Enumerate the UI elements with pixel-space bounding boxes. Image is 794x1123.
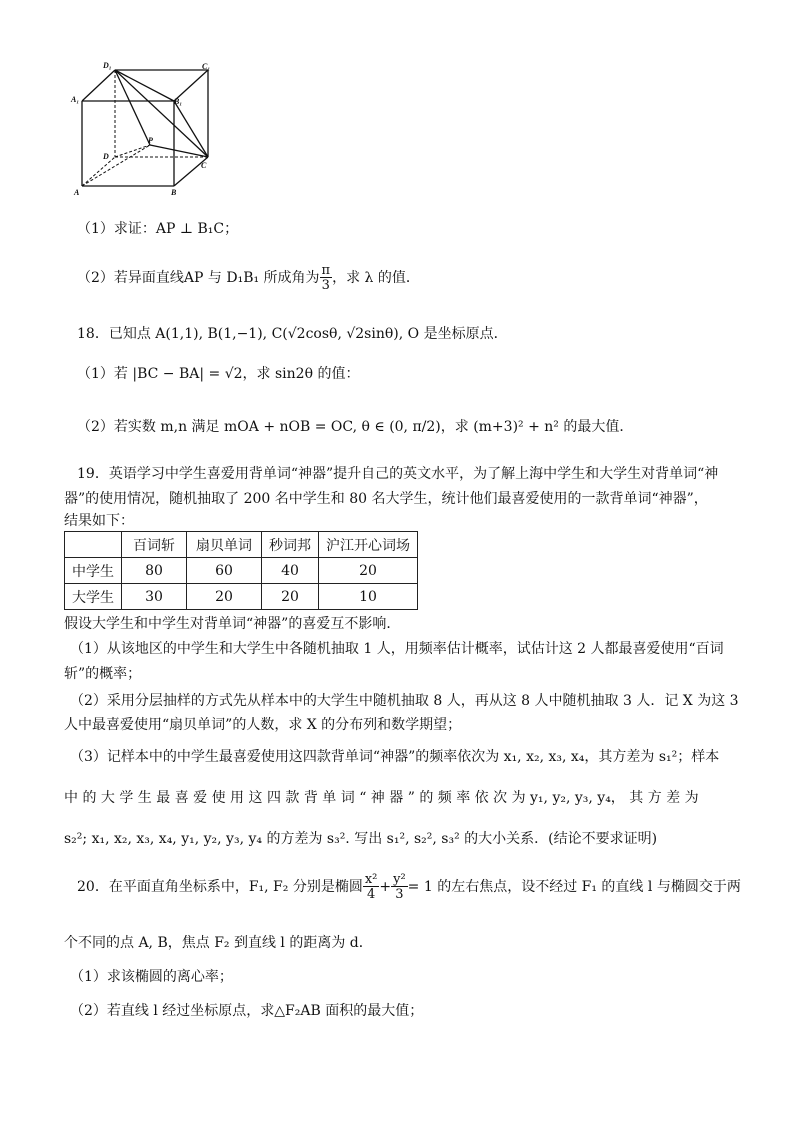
q20-line1-pre: 20．在平面直角坐标系中，F₁, F₂ 分别是椭圆 xyxy=(77,879,363,895)
q19-part1a: （1）从该地区的中学生和大学生中各随机抽取 1 人，用频率估计概率，试估计这 2 人都最喜爱使用“百词 xyxy=(70,641,724,657)
table-cell: 大学生 xyxy=(65,584,122,610)
q20-line1 xyxy=(77,873,741,901)
q19-part1b: 斩”的概率； xyxy=(64,666,142,682)
label-a1: A₁ xyxy=(71,95,80,104)
table-cell: 30 xyxy=(122,584,187,610)
table-cell: 10 xyxy=(319,584,418,610)
q20-part1: （1）求该椭圆的离心率； xyxy=(70,969,233,985)
q18-part2: （2）若实数 m,n 满足 mOA + nOB = OC, θ ∈ (0, π/2)，求 (m+3)² + n² 的最大值． xyxy=(77,419,634,435)
q19-part3b: 中 的 大 学 生 最 喜 爱 使 用 这 四 款 背 单 词 “ 神 器 ” 的 频 率 依 次 为 y₁, y₂, y₃, y₄， 其 方 差 为 xyxy=(64,790,699,806)
q19-line1: 19．英语学习中学生喜爱用背单词“神器”提升自己的英文水平，为了解上海中学生和大学生对背单词“神 xyxy=(77,466,719,482)
q17-part2-pre: （2）若异面直线 xyxy=(77,270,184,286)
q19-part3a: （3）记样本中的中学生最喜爱使用这四款背单词“神器”的频率依次为 x₁, x₂, x₃, x₄，其方差为 s₁²；样本 xyxy=(70,749,720,765)
label-d: D xyxy=(103,152,109,161)
q19-part3c: s₂²; x₁, x₂, x₃, x₄, y₁, y₂, y₃, y₄ 的方差为 s₃². 写出 s₁², s₂², s₃² 的大小关系．(结论不要求证明) xyxy=(64,831,658,847)
label-d1: D₁ xyxy=(103,61,112,70)
q18-stem: 18．已知点 A(1,1), B(1,−1), C(√2cosθ, √2sinθ), O 是坐标原点． xyxy=(77,326,508,342)
pi-over-3-fraction: $\frac{\pi}{3}$ xyxy=(321,263,331,293)
label-b: B xyxy=(171,188,177,197)
q17-part2 xyxy=(77,264,420,292)
q19-part2b: 人中最喜爱使用“扇贝单词”的人数，求 X 的分布列和数学期望； xyxy=(64,717,462,733)
label-c1: C₁ xyxy=(202,62,211,71)
q17-part1: （1）求证：AP ⊥ B₁C； xyxy=(77,221,239,237)
table-cell: 20 xyxy=(262,584,319,610)
vocab-app-table xyxy=(64,531,418,610)
q17-part2-post: ，求 λ 的值． xyxy=(332,270,420,286)
table-header-cell xyxy=(65,532,122,558)
table-header-cell: 沪江开心词场 xyxy=(319,532,418,558)
table-header-cell: 秒词邦 xyxy=(262,532,319,558)
q19-assumption: 假设大学生和中学生对背单词“神器”的喜爱互不影响． xyxy=(64,616,401,632)
label-p: P xyxy=(148,136,153,145)
label-c: C xyxy=(201,161,207,170)
q19-part2a: （2）采用分层抽样的方式先从样本中的大学生中随机抽取 8 人，再从这 8 人中随机抽取 3 人．记 X 为这 3 xyxy=(70,693,739,709)
table-header-cell: 百词斩 xyxy=(122,532,187,558)
table-cell: 40 xyxy=(262,558,319,584)
plus-sign: + xyxy=(379,879,392,895)
q20-line2: 个不同的点 A, B，焦点 F₂ 到直线 l 的距离为 d． xyxy=(64,935,373,951)
label-b1: B₁ xyxy=(174,97,183,106)
table-cell: 中学生 xyxy=(65,558,122,584)
table-cell: 60 xyxy=(187,558,262,584)
q19-line3: 结果如下： xyxy=(64,513,134,529)
table-header-cell: 扇贝单词 xyxy=(187,532,262,558)
table-cell: 20 xyxy=(319,558,418,584)
label-a: A xyxy=(74,188,80,197)
table-row xyxy=(65,584,418,610)
q17-part2-mid: AP 与 D₁B₁ 所成角为 xyxy=(183,270,320,286)
y2-over-3-fraction: $\frac{\text{y²}}{3}$ xyxy=(393,872,406,902)
q19-line2: 器”的使用情况，随机抽取了 200 名中学生和 80 名大学生，统计他们最喜爱使用的一款背单词“神器”， xyxy=(64,491,708,507)
q18-part1: （1）若 |BC − BA| = √2，求 sin2θ 的值： xyxy=(77,366,360,382)
cube-figure xyxy=(70,58,220,198)
x2-over-4-fraction: $\frac{\text{x²}}{4}$ xyxy=(364,872,378,902)
q20-line1-post: = 1 的左右焦点，设不经过 F₁ 的直线 l 与椭圆交于两 xyxy=(407,879,741,895)
table-row xyxy=(65,558,418,584)
table-header-row xyxy=(65,532,418,558)
q20-part2: （2）若直线 l 经过坐标原点，求△F₂AB 面积的最大值； xyxy=(70,1003,424,1019)
table-cell: 80 xyxy=(122,558,187,584)
table-cell: 20 xyxy=(187,584,262,610)
